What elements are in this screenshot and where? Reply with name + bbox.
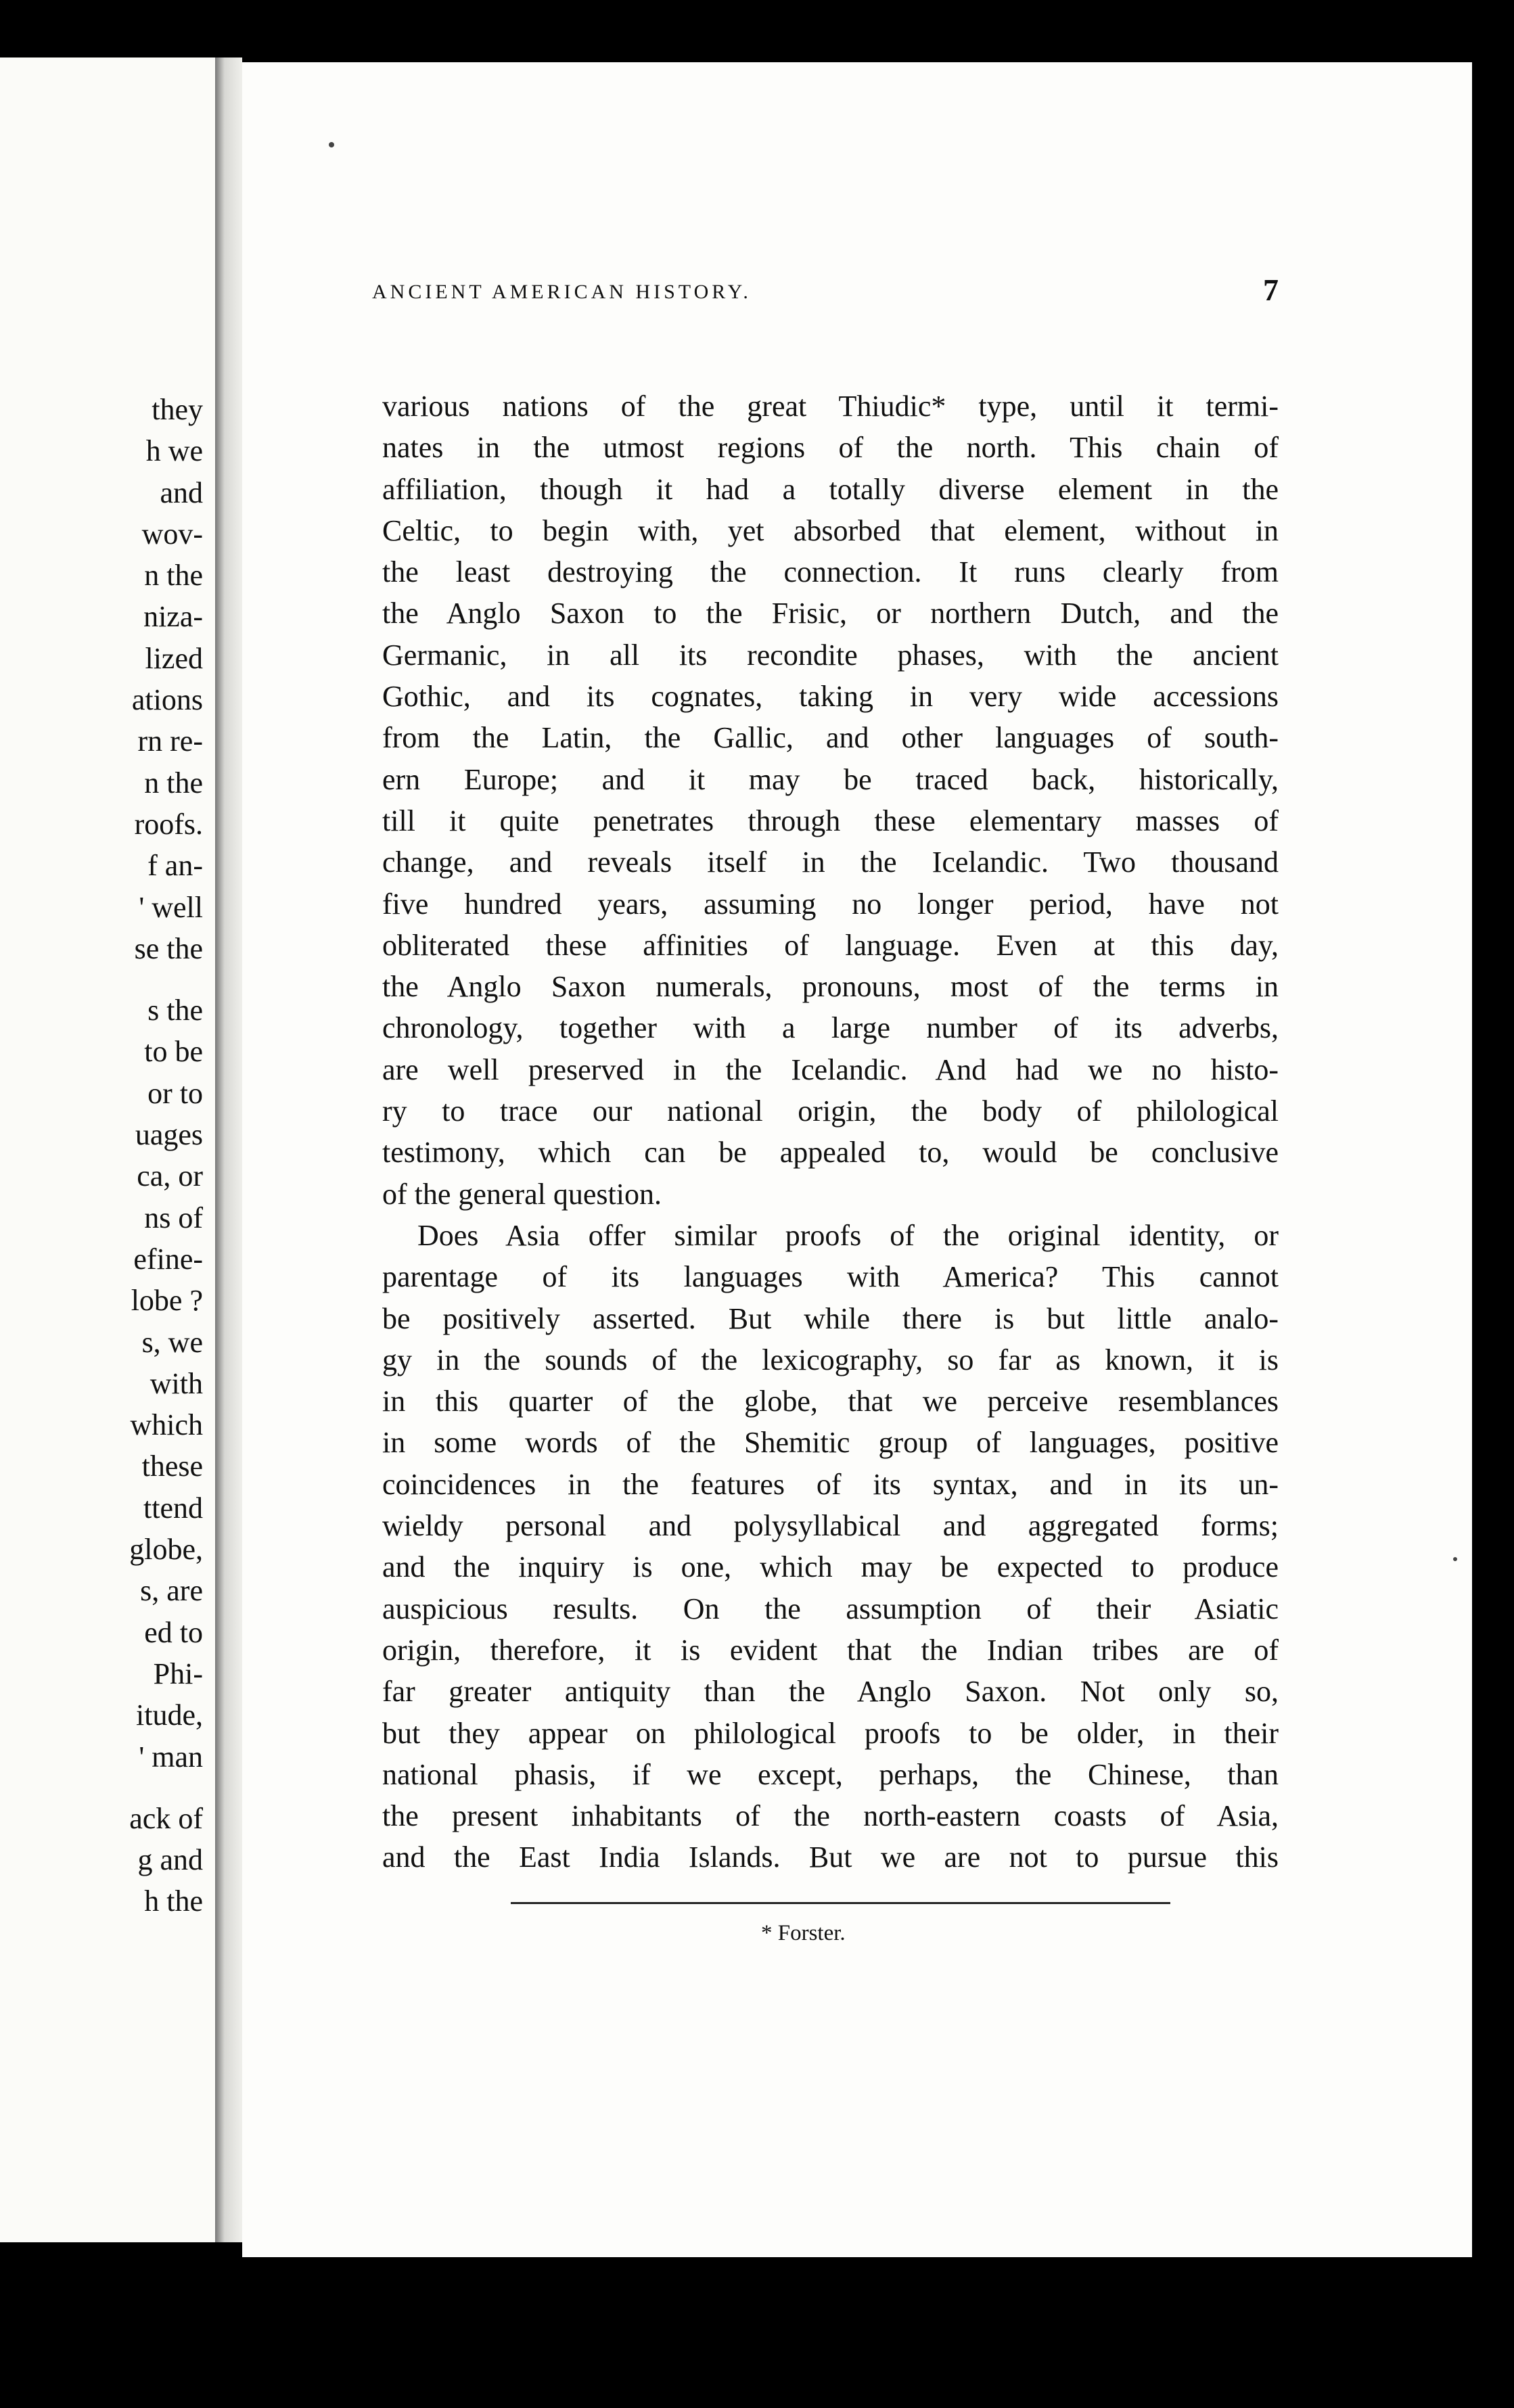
- text-line: far greater antiquity than the Anglo Saxon. Not only so,: [382, 1675, 1279, 1709]
- facing-page-text: [129, 389, 203, 1922]
- text-line: change, and reveals itself in the Icelandic. Two thousand: [382, 846, 1279, 879]
- facing-page-line: they: [152, 393, 203, 426]
- facing-page-line: ed to: [144, 1615, 203, 1649]
- facing-page: [0, 57, 215, 2242]
- facing-page-line: s, are: [140, 1574, 203, 1608]
- facing-page-line: [129, 969, 203, 990]
- page-header: [372, 273, 1279, 318]
- text-line: wieldy personal and polysyllabical and aggregated forms;: [382, 1509, 1279, 1543]
- facing-page-line: g and: [137, 1843, 203, 1877]
- facing-page-line: ations: [131, 683, 203, 717]
- text-line: Does Asia offer similar proofs of the original identity, or: [417, 1218, 1279, 1252]
- facing-page-line: h we: [145, 434, 203, 468]
- text-line: and the inquiry is one, which may be expected to produce: [382, 1550, 1279, 1584]
- text-line: the Anglo Saxon numerals, pronouns, most of the terms in: [382, 970, 1279, 1004]
- text-line: five hundred years, assuming no longer period, have not: [382, 887, 1279, 921]
- text-line: Gothic, and its cognates, taking in very wide accessions: [382, 680, 1279, 714]
- text-line: testimony, which can be appealed to, would be conclusive: [382, 1136, 1279, 1170]
- text-line: national phasis, if we except, perhaps, the Chinese, than: [382, 1757, 1279, 1791]
- text-line: and the East India Islands. But we are not to pursue this: [382, 1840, 1279, 1874]
- facing-page-line: efine-: [133, 1242, 203, 1276]
- page-speck: [329, 142, 334, 147]
- text-line: affiliation, though it had a totally diverse element in the: [382, 472, 1279, 506]
- facing-page-line: se the: [134, 931, 203, 965]
- facing-page-line: wov-: [141, 517, 203, 551]
- text-line: in this quarter of the globe, that we perceive resemblances: [382, 1385, 1279, 1418]
- facing-page-line: these: [141, 1450, 203, 1483]
- facing-page-line: with: [150, 1366, 203, 1400]
- text-line: of the general question.: [382, 1177, 662, 1211]
- facing-page-line: n the: [144, 766, 203, 800]
- text-line: the least destroying the connection. It runs clearly from: [382, 555, 1279, 589]
- text-line: auspicious results. On the assumption of their Asiatic: [382, 1592, 1279, 1625]
- facing-page-line: s the: [147, 994, 203, 1027]
- text-line: nates in the utmost regions of the north. This chain of: [382, 431, 1279, 465]
- text-line: are well preserved in the Icelandic. And had we no histo-: [382, 1052, 1279, 1086]
- facing-page-line: ttend: [143, 1491, 203, 1525]
- facing-page-line: [129, 1778, 203, 1798]
- footnote: * Forster.: [761, 1921, 846, 1945]
- facing-page-line: lized: [145, 641, 203, 675]
- page-speck: [1453, 1557, 1457, 1561]
- text-line: ry to trace our national origin, the body of philological: [382, 1094, 1279, 1128]
- facing-page-line: Phi-: [153, 1657, 203, 1690]
- text-line: Celtic, to begin with, yet absorbed that element, without in: [382, 513, 1279, 547]
- facing-page-line: h the: [144, 1884, 203, 1918]
- text-line: origin, therefore, it is evident that the Indian tribes are of: [382, 1633, 1279, 1667]
- facing-page-line: rn re-: [137, 724, 203, 758]
- body-text: [382, 386, 1279, 1878]
- text-line: but they appear on philological proofs to be older, in their: [382, 1716, 1279, 1750]
- facing-page-line: or to: [147, 1076, 203, 1110]
- facing-page-line: lobe ?: [131, 1284, 203, 1318]
- text-line: be positively asserted. But while there is but little analo-: [382, 1301, 1279, 1335]
- text-line: the present inhabitants of the north-eastern coasts of Asia,: [382, 1799, 1279, 1833]
- text-line: parentage of its languages with America? This cannot: [382, 1260, 1279, 1294]
- text-line: in some words of the Shemitic group of languages, positive: [382, 1426, 1279, 1460]
- text-line: ern Europe; and it may be traced back, historically,: [382, 762, 1279, 796]
- facing-page-line: niza-: [143, 600, 203, 634]
- facing-page-line: ca, or: [137, 1159, 203, 1193]
- text-line: till it quite penetrates through these elementary masses of: [382, 804, 1279, 837]
- page-number: 7: [1263, 273, 1279, 307]
- text-line: from the Latin, the Gallic, and other languages of south-: [382, 721, 1279, 755]
- text-line: the Anglo Saxon to the Frisic, or northern Dutch, and the: [382, 597, 1279, 630]
- text-line: coincidences in the features of its syntax, and in its un-: [382, 1467, 1279, 1501]
- text-line: chronology, together with a large number of its adverbs,: [382, 1011, 1279, 1045]
- facing-page-line: globe,: [129, 1533, 203, 1567]
- facing-page-line: ack of: [129, 1801, 203, 1835]
- facing-page-line: uages: [135, 1118, 203, 1152]
- text-line: obliterated these affinities of language. Even at this day,: [382, 928, 1279, 962]
- facing-page-line: which: [130, 1408, 203, 1442]
- facing-page-line: ' well: [139, 890, 203, 924]
- text-line: Germanic, in all its recondite phases, with the ancient: [382, 638, 1279, 672]
- running-head: ANCIENT AMERICAN HISTORY.: [372, 281, 752, 303]
- facing-page-line: ' man: [139, 1740, 203, 1774]
- text-line: various nations of the great Thiudic* type, until it termi-: [382, 390, 1279, 423]
- book-gutter: [215, 57, 242, 2242]
- facing-page-line: roofs.: [134, 807, 203, 841]
- facing-page-line: s, we: [141, 1325, 203, 1359]
- facing-page-line: n the: [144, 559, 203, 593]
- footnote-rule: [511, 1902, 1170, 1904]
- facing-page-line: to be: [144, 1035, 203, 1069]
- facing-page-line: ns of: [144, 1201, 203, 1234]
- facing-page-line: itude,: [136, 1698, 203, 1732]
- text-line: gy in the sounds of the lexicography, so far as known, it is: [382, 1343, 1279, 1376]
- facing-page-line: and: [160, 476, 203, 509]
- facing-page-line: f an-: [147, 849, 203, 883]
